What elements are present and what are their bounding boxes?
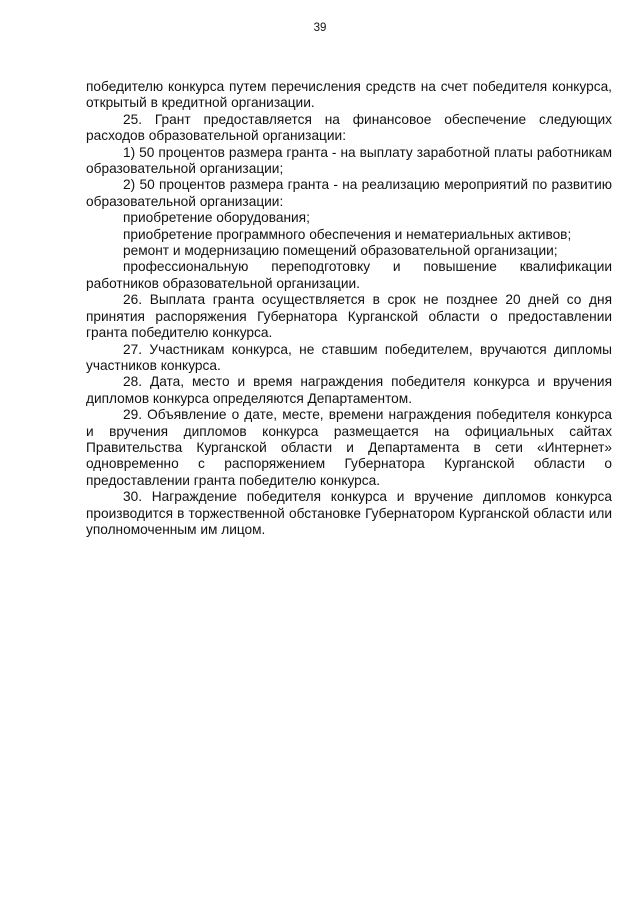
document-body	[86, 79, 612, 538]
list-item-equipment: приобретение оборудования;	[123, 210, 310, 226]
paragraph-30: 30. Награждение победителя конкурса и вручение дипломов конкурса производится в торжественной обстановке Губернатором Курганской области или уполномоченным им лицом.	[86, 489, 612, 537]
paragraph-25-item-1: 1) 50 процентов размера гранта - на выплату заработной платы работникам образовательной организации;	[86, 144, 612, 177]
paragraph-29: 29. Объявление о дате, месте, времени награждения победителя конкурса и вручения дипломов конкурса размещается на официальных сайтах Правительства Курганской области и Департамента в сети «Интернет» одновременно с распоряжением Губернатора Курганской области о предоставлении гранта победителю конкурса.	[86, 407, 612, 488]
list-item-training: профессиональную переподготовку и повышение квалификации работников образовательной организации.	[86, 259, 612, 291]
paragraph-26: 26. Выплата гранта осуществляется в срок не позднее 20 дней со дня принятия распоряжения Губернатора Курганской области о предоставлении гранта победителю конкурса.	[86, 292, 612, 341]
paragraph-25-item-2: 2) 50 процентов размера гранта - на реализацию мероприятий по развитию образовательной организации:	[86, 177, 612, 209]
paragraph-27: 27. Участникам конкурса, не ставшим победителем, вручаются дипломы участников конкурса.	[86, 341, 612, 373]
page-number: 39	[313, 22, 327, 34]
paragraph-25: 25. Грант предоставляется на финансовое обеспечение следующих расходов образовательной организации:	[86, 111, 612, 144]
paragraph-continuation: победителю конкурса путем перечисления средств на счет победителя конкурса, открытый в кредитной организации.	[86, 79, 612, 111]
list-item-software: приобретение программного обеспечения и нематериальных активов;	[123, 226, 572, 242]
list-item-renovation: ремонт и модернизацию помещений образовательной организации;	[123, 243, 558, 259]
paragraph-28: 28. Дата, место и время награждения победителя конкурса и вручения дипломов конкурса определяются Департаментом.	[86, 374, 612, 406]
